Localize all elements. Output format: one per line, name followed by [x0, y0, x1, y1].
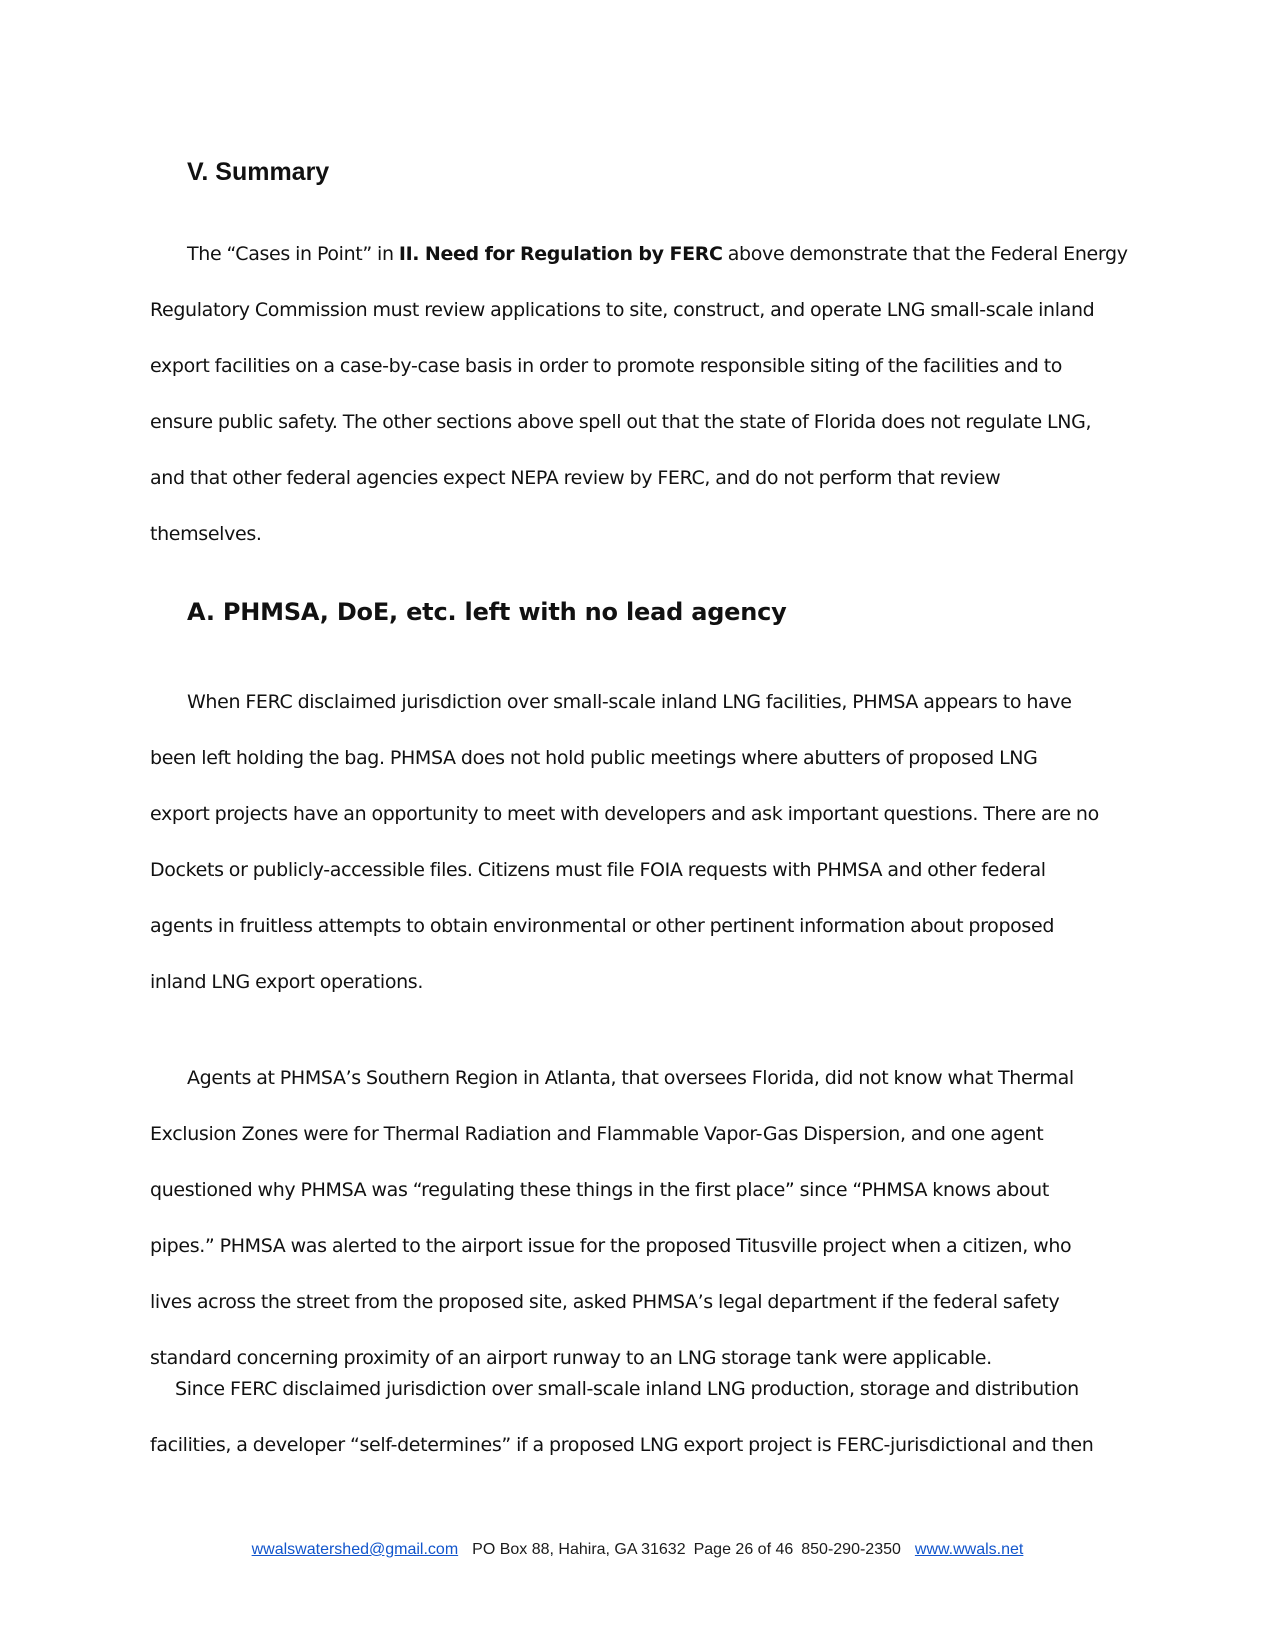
- text-line: questioned why PHMSA was “regulating these things in the first place” since “PHMSA knows about: [150, 1179, 1049, 1201]
- text-line: export projects have an opportunity to meet with developers and ask important questions. There are no: [150, 803, 1099, 825]
- lead-agency-paragraph-1: [150, 674, 1135, 1010]
- text-line: standard concerning proximity of an airport runway to an LNG storage tank were applicable.: [150, 1347, 992, 1369]
- text-line: When FERC disclaimed jurisdiction over small-scale inland LNG facilities, PHMSA appears to have: [187, 691, 1072, 713]
- text-line: been left holding the bag. PHMSA does not hold public meetings where abutters of proposed LNG: [150, 747, 1038, 769]
- text-line: Since FERC disclaimed jurisdiction over small-scale inland LNG production, storage and distribution: [175, 1378, 1079, 1400]
- footer-email-link[interactable]: wwalswatershed@gmail.com: [251, 1541, 459, 1558]
- text-line: The “Cases in Point” in II. Need for Regulation by FERC above demonstrate that the Federal Energy: [187, 243, 1128, 265]
- text-line: facilities, a developer “self-determines” if a proposed LNG export project is FERC-jurisdictional and then: [150, 1434, 1094, 1456]
- text-line: Regulatory Commission must review applications to site, construct, and operate LNG small-scale inland: [150, 299, 1095, 321]
- bold-reference: II. Need for Regulation by FERC: [398, 243, 723, 265]
- text-line: ensure public safety. The other sections above spell out that the state of Florida does not regulate LNG,: [150, 411, 1092, 433]
- text-line: Agents at PHMSA’s Southern Region in Atlanta, that oversees Florida, did not know what Thermal: [187, 1067, 1074, 1089]
- text-line: pipes.” PHMSA was alerted to the airport issue for the proposed Titusville project when a citizen, who: [150, 1235, 1072, 1257]
- text-line: themselves.: [150, 523, 262, 545]
- footer-page-number: Page 26 of 46: [693, 1541, 794, 1558]
- summary-paragraph: [150, 226, 1135, 562]
- lead-agency-paragraph-3: [150, 1361, 1135, 1473]
- lead-agency-paragraph-2: [150, 1050, 1135, 1386]
- footer-address: PO Box 88, Hahira, GA 31632: [472, 1541, 686, 1558]
- text-line: export facilities on a case-by-case basis in order to promote responsible siting of the facilities and to: [150, 355, 1063, 377]
- text-line: lives across the street from the proposed site, asked PHMSA’s legal department if the federal safety: [150, 1291, 1060, 1313]
- section-heading-summary: V. Summary: [187, 158, 330, 186]
- text-line: Dockets or publicly-accessible files. Citizens must file FOIA requests with PHMSA and other federal: [150, 859, 1046, 881]
- text-line: agents in fruitless attempts to obtain environmental or other pertinent information about proposed: [150, 915, 1055, 937]
- page-footer: [0, 1540, 1275, 1560]
- section-heading-lead-agency: A. PHMSA, DoE, etc. left with no lead agency: [187, 598, 787, 626]
- text-line: Exclusion Zones were for Thermal Radiation and Flammable Vapor-Gas Dispersion, and one agent: [150, 1123, 1044, 1145]
- text-line: and that other federal agencies expect NEPA review by FERC, and do not perform that review: [150, 467, 1001, 489]
- footer-phone: 850-290-2350: [801, 1541, 901, 1558]
- footer-website-link[interactable]: www.wwals.net: [914, 1541, 1024, 1558]
- text-line: inland LNG export operations.: [150, 971, 424, 993]
